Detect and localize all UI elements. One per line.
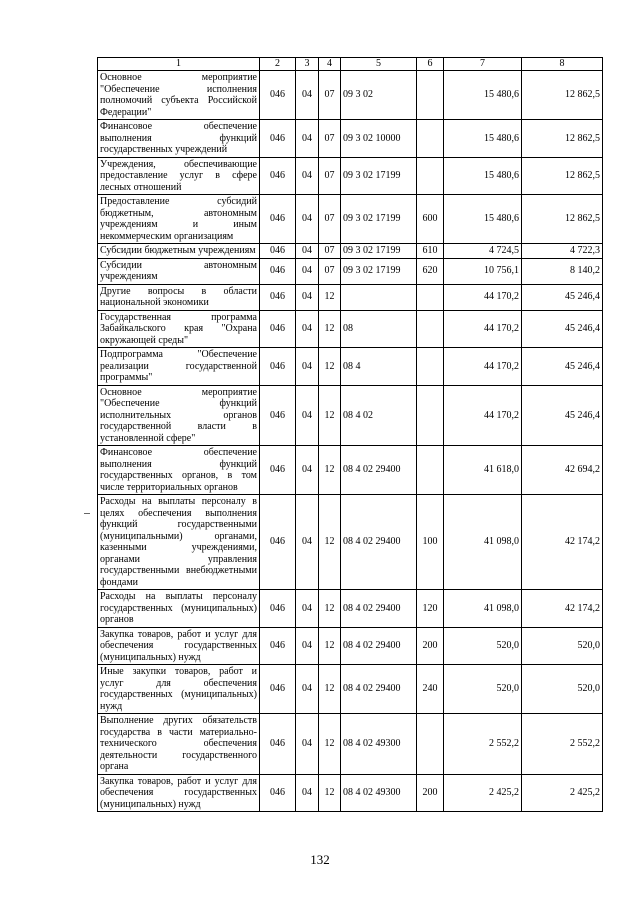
row-subsection-cell: 12 xyxy=(319,385,341,446)
row-amount-7-cell: 15 480,6 xyxy=(444,120,522,158)
row-amount-7-cell: 44 170,2 xyxy=(444,385,522,446)
header-cell-1: 1 xyxy=(98,58,260,71)
row-name-cell: Закупка товаров, работ и услуг для обеспечения государственных (муниципальных) нужд xyxy=(98,774,260,812)
row-amount-7-cell: 2 552,2 xyxy=(444,714,522,775)
row-amount-7-cell: 520,0 xyxy=(444,627,522,665)
row-admin-code-cell: 046 xyxy=(260,310,296,348)
table-row xyxy=(98,714,603,775)
header-cell-8: 8 xyxy=(522,58,603,71)
row-admin-code-cell: 046 xyxy=(260,120,296,158)
row-amount-7-cell: 4 724,5 xyxy=(444,244,522,259)
row-admin-code-cell: 046 xyxy=(260,385,296,446)
row-amount-8-cell: 8 140,2 xyxy=(522,258,603,284)
row-subsection-cell: 07 xyxy=(319,244,341,259)
row-amount-7-cell: 44 170,2 xyxy=(444,284,522,310)
row-name-cell: Учреждения, обеспечивающие предоставление услуг в сфере лесных отношений xyxy=(98,157,260,195)
row-section-cell: 04 xyxy=(296,590,319,628)
header-cell-6: 6 xyxy=(417,58,444,71)
row-amount-7-cell: 15 480,6 xyxy=(444,157,522,195)
row-target-article-cell: 08 4 02 29400 xyxy=(341,495,417,590)
row-name-cell: Предоставление субсидий бюджетным, автономным учреждениям и иным некоммерческим организациям xyxy=(98,195,260,244)
row-admin-code-cell: 046 xyxy=(260,590,296,628)
row-subsection-cell: 12 xyxy=(319,665,341,714)
row-target-article-cell: 08 4 02 29400 xyxy=(341,446,417,495)
budget-table xyxy=(97,57,603,812)
row-amount-8-cell: 45 246,4 xyxy=(522,385,603,446)
table-row xyxy=(98,590,603,628)
row-admin-code-cell: 046 xyxy=(260,495,296,590)
row-section-cell: 04 xyxy=(296,284,319,310)
row-section-cell: 04 xyxy=(296,244,319,259)
row-expense-type-cell xyxy=(417,446,444,495)
row-amount-8-cell: 12 862,5 xyxy=(522,71,603,120)
row-target-article-cell: 09 3 02 17199 xyxy=(341,157,417,195)
row-amount-8-cell: 12 862,5 xyxy=(522,195,603,244)
table-row xyxy=(98,310,603,348)
row-amount-8-cell: 4 722,3 xyxy=(522,244,603,259)
row-target-article-cell: 08 4 02 29400 xyxy=(341,627,417,665)
page-number: 132 xyxy=(310,852,330,867)
header-cell-2: 2 xyxy=(260,58,296,71)
row-amount-7-cell: 41 618,0 xyxy=(444,446,522,495)
row-amount-7-cell: 15 480,6 xyxy=(444,71,522,120)
row-name-cell: Финансовое обеспечение выполнения функций государственных органов, в том числе территориальных органов xyxy=(98,446,260,495)
row-target-article-cell: 08 4 02 49300 xyxy=(341,774,417,812)
row-section-cell: 04 xyxy=(296,665,319,714)
table-row xyxy=(98,157,603,195)
row-section-cell: 04 xyxy=(296,310,319,348)
row-admin-code-cell: 046 xyxy=(260,446,296,495)
row-target-article-cell: 08 4 xyxy=(341,348,417,386)
row-target-article-cell: 09 3 02 xyxy=(341,71,417,120)
row-name-cell: Закупка товаров, работ и услуг для обеспечения государственных (муниципальных) нужд xyxy=(98,627,260,665)
row-admin-code-cell: 046 xyxy=(260,258,296,284)
row-admin-code-cell: 046 xyxy=(260,157,296,195)
row-name-cell: Иные закупки товаров, работ и услуг для обеспечения государственных (муниципальных) нужд xyxy=(98,665,260,714)
table-row xyxy=(98,446,603,495)
row-expense-type-cell xyxy=(417,348,444,386)
row-amount-7-cell: 15 480,6 xyxy=(444,195,522,244)
row-amount-8-cell: 45 246,4 xyxy=(522,310,603,348)
row-subsection-cell: 12 xyxy=(319,627,341,665)
row-subsection-cell: 12 xyxy=(319,284,341,310)
table-row xyxy=(98,348,603,386)
row-amount-8-cell: 12 862,5 xyxy=(522,120,603,158)
row-amount-7-cell: 44 170,2 xyxy=(444,348,522,386)
row-expense-type-cell xyxy=(417,157,444,195)
row-expense-type-cell xyxy=(417,120,444,158)
row-expense-type-cell: 200 xyxy=(417,774,444,812)
row-amount-7-cell: 2 425,2 xyxy=(444,774,522,812)
row-section-cell: 04 xyxy=(296,258,319,284)
row-amount-8-cell: 12 862,5 xyxy=(522,157,603,195)
row-section-cell: 04 xyxy=(296,195,319,244)
row-expense-type-cell xyxy=(417,714,444,775)
row-target-article-cell: 08 4 02 49300 xyxy=(341,714,417,775)
row-expense-type-cell xyxy=(417,385,444,446)
row-name-cell: Другие вопросы в области национальной экономики xyxy=(98,284,260,310)
header-row xyxy=(98,58,603,71)
row-target-article-cell: 08 4 02 29400 xyxy=(341,590,417,628)
row-amount-8-cell: 2 552,2 xyxy=(522,714,603,775)
row-amount-8-cell: 520,0 xyxy=(522,665,603,714)
row-target-article-cell: 09 3 02 17199 xyxy=(341,244,417,259)
row-amount-8-cell: 520,0 xyxy=(522,627,603,665)
row-section-cell: 04 xyxy=(296,157,319,195)
row-amount-7-cell: 41 098,0 xyxy=(444,590,522,628)
row-subsection-cell: 07 xyxy=(319,120,341,158)
row-admin-code-cell: 046 xyxy=(260,244,296,259)
margin-mark xyxy=(84,513,90,515)
row-subsection-cell: 07 xyxy=(319,195,341,244)
row-expense-type-cell: 610 xyxy=(417,244,444,259)
table-row xyxy=(98,284,603,310)
row-expense-type-cell: 600 xyxy=(417,195,444,244)
row-target-article-cell: 09 3 02 17199 xyxy=(341,258,417,284)
row-target-article-cell: 08 4 02 xyxy=(341,385,417,446)
row-name-cell: Финансовое обеспечение выполнения функций государственных учреждений xyxy=(98,120,260,158)
row-admin-code-cell: 046 xyxy=(260,665,296,714)
header-cell-4: 4 xyxy=(319,58,341,71)
table-row xyxy=(98,120,603,158)
table-row xyxy=(98,495,603,590)
row-name-cell: Выполнение других обязательств государства в части материально-технического обеспечения деятельности государственного органа xyxy=(98,714,260,775)
row-expense-type-cell: 100 xyxy=(417,495,444,590)
row-section-cell: 04 xyxy=(296,71,319,120)
row-amount-7-cell: 44 170,2 xyxy=(444,310,522,348)
row-target-article-cell: 09 3 02 17199 xyxy=(341,195,417,244)
row-subsection-cell: 12 xyxy=(319,310,341,348)
row-subsection-cell: 07 xyxy=(319,157,341,195)
row-subsection-cell: 12 xyxy=(319,446,341,495)
row-section-cell: 04 xyxy=(296,774,319,812)
row-expense-type-cell: 120 xyxy=(417,590,444,628)
row-expense-type-cell xyxy=(417,71,444,120)
table-row xyxy=(98,774,603,812)
row-section-cell: 04 xyxy=(296,120,319,158)
row-admin-code-cell: 046 xyxy=(260,284,296,310)
table-row xyxy=(98,244,603,259)
table-row xyxy=(98,195,603,244)
row-expense-type-cell xyxy=(417,284,444,310)
row-section-cell: 04 xyxy=(296,348,319,386)
row-amount-8-cell: 42 694,2 xyxy=(522,446,603,495)
row-name-cell: Основное мероприятие "Обеспечение функций исполнительных органов государственной власти в установленной сфере" xyxy=(98,385,260,446)
row-subsection-cell: 07 xyxy=(319,258,341,284)
row-section-cell: 04 xyxy=(296,627,319,665)
row-admin-code-cell: 046 xyxy=(260,627,296,665)
row-section-cell: 04 xyxy=(296,446,319,495)
header-cell-3: 3 xyxy=(296,58,319,71)
row-section-cell: 04 xyxy=(296,714,319,775)
row-name-cell: Субсидии бюджетным учреждениям xyxy=(98,244,260,259)
row-admin-code-cell: 046 xyxy=(260,714,296,775)
row-section-cell: 04 xyxy=(296,385,319,446)
row-amount-7-cell: 520,0 xyxy=(444,665,522,714)
row-admin-code-cell: 046 xyxy=(260,348,296,386)
row-amount-8-cell: 45 246,4 xyxy=(522,348,603,386)
row-expense-type-cell: 240 xyxy=(417,665,444,714)
table-row xyxy=(98,665,603,714)
row-subsection-cell: 12 xyxy=(319,348,341,386)
table-body xyxy=(98,71,603,812)
row-name-cell: Субсидии автономным учреждениям xyxy=(98,258,260,284)
row-subsection-cell: 07 xyxy=(319,71,341,120)
row-section-cell: 04 xyxy=(296,495,319,590)
table-row xyxy=(98,71,603,120)
row-name-cell: Основное мероприятие "Обеспечение исполнения полномочий субъекта Российской Федерации" xyxy=(98,71,260,120)
row-admin-code-cell: 046 xyxy=(260,71,296,120)
row-amount-8-cell: 45 246,4 xyxy=(522,284,603,310)
table-row xyxy=(98,258,603,284)
row-target-article-cell: 09 3 02 10000 xyxy=(341,120,417,158)
row-name-cell: Расходы на выплаты персоналу в целях обеспечения выполнения функций государственными (муниципальными) органами, казенными учреждениями, органами управления государственными внебюджетными фондами xyxy=(98,495,260,590)
row-amount-8-cell: 42 174,2 xyxy=(522,495,603,590)
table-row xyxy=(98,627,603,665)
row-admin-code-cell: 046 xyxy=(260,195,296,244)
header-cell-5: 5 xyxy=(341,58,417,71)
row-name-cell: Подпрограмма "Обеспечение реализации государственной программы" xyxy=(98,348,260,386)
row-subsection-cell: 12 xyxy=(319,590,341,628)
row-name-cell: Государственная программа Забайкальского края "Охрана окружающей среды" xyxy=(98,310,260,348)
row-admin-code-cell: 046 xyxy=(260,774,296,812)
row-amount-7-cell: 10 756,1 xyxy=(444,258,522,284)
row-target-article-cell xyxy=(341,284,417,310)
row-expense-type-cell: 200 xyxy=(417,627,444,665)
row-target-article-cell: 08 xyxy=(341,310,417,348)
row-amount-7-cell: 41 098,0 xyxy=(444,495,522,590)
table-row xyxy=(98,385,603,446)
row-name-cell: Расходы на выплаты персоналу государственных (муниципальных) органов xyxy=(98,590,260,628)
row-expense-type-cell: 620 xyxy=(417,258,444,284)
row-subsection-cell: 12 xyxy=(319,774,341,812)
row-subsection-cell: 12 xyxy=(319,714,341,775)
row-amount-8-cell: 42 174,2 xyxy=(522,590,603,628)
row-subsection-cell: 12 xyxy=(319,495,341,590)
header-cell-7: 7 xyxy=(444,58,522,71)
row-target-article-cell: 08 4 02 29400 xyxy=(341,665,417,714)
row-amount-8-cell: 2 425,2 xyxy=(522,774,603,812)
row-expense-type-cell xyxy=(417,310,444,348)
